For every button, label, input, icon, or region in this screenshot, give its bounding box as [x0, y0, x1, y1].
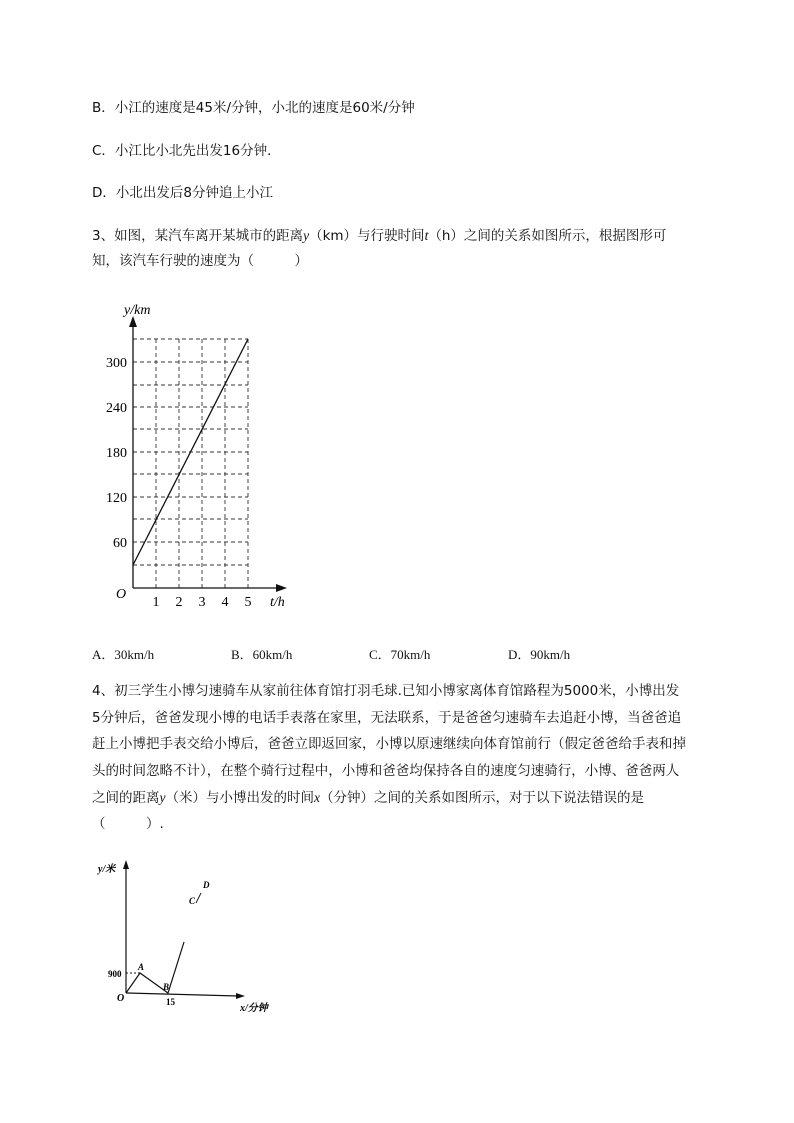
q3-x-label: t/h [270, 595, 285, 610]
q4-text-b: （米）与小博出发的时间 [165, 790, 314, 806]
q3-option-a: A．30km/h [92, 647, 155, 662]
q3-x-tick: 3 [198, 595, 206, 610]
q4-point-d: D [203, 880, 210, 890]
option-b-prev: B．小江的速度是45米/分钟，小北的速度是60米/分钟 [92, 100, 415, 116]
q4-x-label: x/分钟 [240, 1003, 268, 1014]
q3-y-tick: 240 [106, 401, 127, 416]
q4-var-x: x [314, 790, 320, 805]
q4-text-c: （分钟）之间的关系如图所示，对于以下说法错误的是 [320, 790, 644, 806]
q3-text-a: 3、如图，某汽车离开某城市的距离 [92, 228, 304, 244]
q3-x-tick: 1 [152, 595, 160, 610]
q4-y-arrow [123, 860, 129, 869]
q3-option-b: B．60km/h [231, 647, 293, 662]
q3-origin: O [116, 587, 127, 602]
q3-line-2: 知，该汽车行驶的速度为（ ） [92, 253, 308, 269]
q3-option-c: C．70km/h [369, 647, 431, 662]
q4-line-6: （ ）. [92, 816, 164, 832]
q4-line-2: 5分钟后，爸爸发现小博的电话手表落在家里，无法联系，于是爸爸匀速骑车去追赶小博，当爸爸追 [92, 710, 682, 726]
q3-text-b: （km）与行驶时间 [309, 228, 425, 244]
q3-option-d: D．90km/h [508, 647, 571, 662]
option-c-prev: C．小江比小北先出发16分钟． [92, 143, 281, 159]
q3-x-tick: 4 [221, 595, 229, 610]
q3-text-c: （h）之间的关系如图所示，根据图形可 [428, 228, 667, 244]
q4-y-tick: 900 [108, 969, 122, 979]
option-d-prev: D．小北出发后8分钟追上小江 [92, 185, 273, 201]
q4-line-1: 4、初三学生小博匀速骑车从家前往体育馆打羽毛球.已知小博家离体育馆路程为5000米，小博出发 [92, 683, 680, 699]
q3-y-tick: 120 [106, 491, 127, 506]
q4-point-c: C [189, 896, 196, 906]
q3-var-t: t [424, 228, 429, 243]
q4-origin: O [117, 993, 125, 1004]
q4-graph-path [126, 942, 184, 993]
q3-y-tick: 300 [106, 356, 127, 371]
q3-var-y: y [303, 228, 310, 243]
q3-y-label: y/km [124, 303, 151, 318]
q3-y-tick: 60 [113, 536, 127, 551]
q3-x-tick: 2 [175, 595, 183, 610]
q4-line-3: 赶上小博把手表交给小博后，爸爸立即返回家，小博以原速继续向体育馆前行（假定爸爸给手表和掉 [92, 736, 686, 752]
q4-text-a: 之间的距离 [92, 790, 160, 806]
q4-cd-segment [196, 893, 201, 903]
q3-y-tick: 180 [106, 446, 127, 461]
q4-point-a: A [138, 962, 145, 972]
q4-x-arrow [236, 993, 245, 999]
q4-x-axis [126, 993, 238, 996]
q4-var-y: y [159, 790, 166, 805]
q4-x-tick: 15 [166, 997, 175, 1007]
q4-point-b: B [163, 982, 170, 992]
q4-line-4: 头的时间忽略不计），在整个骑行过程中，小博和爸爸均保持各自的速度匀速骑行，小博、爸爸两人 [92, 763, 680, 779]
q3-x-tick: 5 [244, 595, 252, 610]
q4-y-label: y/米 [98, 864, 116, 875]
